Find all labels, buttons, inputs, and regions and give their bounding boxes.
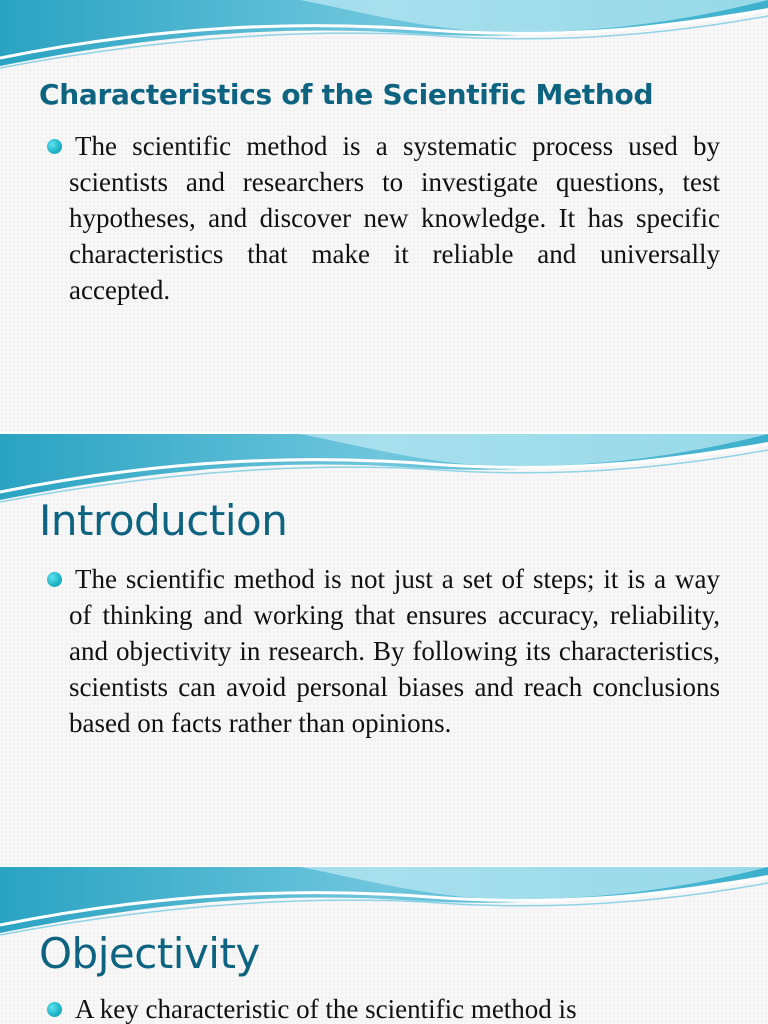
bullet-item [47, 128, 720, 308]
bullet-text: The scientific method is not just a set of steps; it is a way of thinking and working that ensures accuracy, reliability, and objectivity in research. By following its characteristics, scientists can avoid personal biases and reach conclusions based on facts rather than opinions. [69, 564, 720, 738]
slide-3 [0, 867, 768, 1024]
slide-title: Characteristics of the Scientific Method [39, 78, 654, 111]
slide-title: Introduction [39, 496, 288, 545]
slide-1 [0, 0, 768, 432]
bullet-text: The scientific method is a systematic process used by scientists and researchers to investigate questions, test hypotheses, and discover new knowledge. It has specific characteristics that make it reliable and universally accepted. [69, 131, 720, 305]
bullet-text: A key characteristic of the scientific method is [75, 994, 577, 1024]
circle-bullet-icon [47, 572, 62, 587]
slide-2 [0, 434, 768, 866]
wave-banner-icon [0, 0, 768, 80]
bullet-item [47, 991, 720, 1024]
circle-bullet-icon [47, 1002, 62, 1017]
circle-bullet-icon [47, 139, 62, 154]
bullet-item [47, 561, 720, 741]
slide-title: Objectivity [39, 929, 260, 978]
